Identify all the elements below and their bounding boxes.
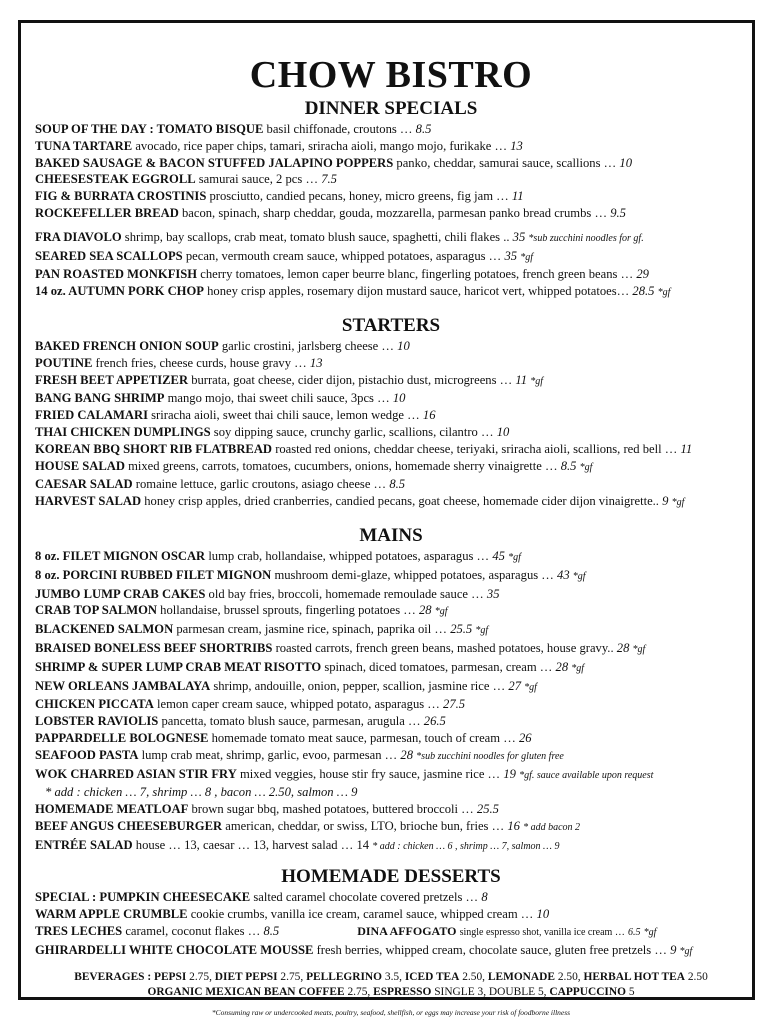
menu-item-description: homemade tomato meat sauce, parmesan, touch of cream …	[211, 730, 516, 745]
menu-item-description: honey crisp apples, dried cranberries, candied pecans, goat cheese, homemade cider dijon vinaigrette..	[144, 494, 659, 509]
menu-item-note: *gf	[657, 287, 671, 299]
menu-item-price: 11	[511, 189, 524, 204]
menu-item-price: 43	[557, 567, 570, 582]
menu-item-name: JUMBO LUMP CRAB CAKES	[35, 586, 206, 601]
menu-item-note: *gf	[679, 945, 693, 957]
menu-item-name: FRESH BEET APPETIZER	[35, 372, 189, 387]
menu-item-price: 10	[536, 907, 550, 922]
menu-item-note: *gf	[632, 643, 646, 655]
menu-item-name: 14 oz. AUTUMN PORK CHOP	[35, 284, 204, 299]
menu-item-name: SHRIMP & SUPER LUMP CRAB MEAT RISOTTO	[35, 659, 322, 674]
menu-item	[35, 155, 747, 172]
menu-item-name: BEEF ANGUS CHEESEBURGER	[35, 818, 223, 833]
menu-item	[35, 229, 747, 248]
beverage-name: ICED TEA	[404, 970, 460, 983]
menu-item-note: *gf	[530, 375, 544, 387]
menu-item-name: BLACKENED SALMON	[35, 622, 174, 637]
menu-item-description: salted caramel chocolate covered pretzels …	[253, 890, 479, 905]
menu-item-price: 8	[481, 890, 488, 905]
beverage-price: 2.50	[687, 970, 708, 983]
section-heading-dinner-specials: DINNER SPECIALS	[304, 98, 478, 119]
menu-item-price: 28	[400, 747, 414, 762]
menu-item	[35, 730, 747, 747]
menu-item-description: hollandaise, brussel sprouts, fingerling potatoes …	[160, 603, 416, 618]
menu-item-note: *gf	[572, 570, 586, 582]
menu-item-note: *gf	[571, 662, 585, 674]
menu-item-price: 29	[636, 267, 649, 282]
menu-item-description: bacon, spinach, sharp cheddar, gouda, mozzarella, parmesan panko bread crumbs …	[181, 205, 608, 220]
menu-item	[35, 906, 747, 923]
menu-item-description: mixed veggies, house stir fry sauce, jasmine rice …	[239, 766, 501, 781]
menu-item	[35, 548, 747, 567]
menu-item-price: 19	[503, 766, 516, 781]
beverages-block	[35, 970, 747, 1001]
menu-item	[35, 424, 747, 441]
menu-item	[35, 602, 747, 621]
menu-item	[35, 659, 747, 678]
beverage-name: HERBAL HOT TEA	[583, 970, 685, 983]
section-heading-desserts: HOMEMADE DESSERTS	[281, 866, 501, 888]
foodborne-disclaimer: *Consuming raw or undercooked meats, poultry, seafood, shellfish, or eggs may increase your risk of foodborne illness	[211, 1007, 571, 1017]
menu-item-description: samurai sauce, 2 pcs …	[198, 172, 319, 187]
menu-item-description: mixed greens, carrots, tomatoes, cucumbers, onions, homemade sherry vinaigrette …	[128, 458, 558, 473]
menu-item-description: shrimp, bay scallops, crab meat, tomato blush sauce, spaghetti, chili flakes ..	[124, 229, 510, 244]
menu-item-description: avocado, rice paper chips, tamari, sriracha aioli, mango mojo, furikake …	[135, 138, 508, 153]
menu-item	[35, 640, 747, 659]
menu-item	[35, 818, 747, 837]
menu-item-description: prosciutto, candied pecans, honey, micro greens, fig jam …	[209, 189, 509, 204]
menu-item-description: brown sugar bbq, mashed potatoes, buttered broccoli …	[191, 802, 474, 817]
menu-item	[35, 390, 747, 407]
menu-item-description: soy dipping sauce, crunchy garlic, scallions, cilantro …	[213, 424, 494, 439]
menu-item-description: single espresso shot, vanilla ice cream …	[459, 927, 625, 939]
beverage-name: ORGANIC MEXICAN BEAN COFFEE	[147, 986, 345, 999]
menu-item	[35, 837, 747, 856]
menu-item-price: 26	[518, 730, 532, 745]
beverage-price: 2.50,	[557, 970, 581, 983]
menu-item-name: ROCKEFELLER BREAD	[35, 205, 179, 220]
menu-item-price: 13	[510, 138, 523, 153]
menu-item-name: NEW ORLEANS JAMBALAYA	[35, 678, 211, 693]
menu-item-price: 35	[512, 229, 526, 244]
mains-list	[35, 548, 747, 784]
menu-item-description: fresh berries, whipped cream, chocolate sauce, gluten free pretzels …	[316, 942, 667, 957]
menu-item	[35, 138, 747, 155]
beverage-name: CAPPUCCINO	[549, 986, 626, 999]
menu-item-price: 26.5	[423, 714, 446, 729]
menu-item-name: CRAB TOP SALMON	[35, 603, 157, 618]
menu-item-description: lump crab meat, shrimp, garlic, evoo, parmesan …	[141, 747, 398, 762]
menu-item-description: panko, cheddar, samurai sauce, scallions …	[396, 155, 617, 170]
menu-item-price: 6.5	[627, 927, 641, 939]
menu-item-price: 9.5	[610, 205, 626, 220]
menu-item-note: *gf	[520, 251, 533, 263]
beverage-name: LEMONADE	[487, 970, 555, 983]
menu-item-name: LOBSTER RAVIOLIS	[35, 714, 159, 729]
menu-item-price: 10	[397, 338, 410, 353]
starters-list	[35, 338, 747, 512]
menu-item-name: SEAFOOD PASTA	[35, 747, 139, 762]
menu-item-price: 28.5	[632, 284, 655, 299]
menu-item-note: *gf	[524, 681, 537, 693]
menu-item-price: 27	[508, 678, 521, 693]
menu-item	[35, 283, 747, 302]
menu-item-name: GHIRARDELLI WHITE CHOCOLATE MOUSSE	[35, 942, 314, 957]
menu-item-note: *gf. sauce available upon request	[519, 769, 654, 781]
menu-item	[35, 696, 747, 713]
menu-item-name: BANG BANG SHRIMP	[35, 391, 165, 406]
beverages-line-2	[35, 985, 747, 1001]
menu-item	[35, 586, 747, 603]
menu-item	[35, 188, 747, 205]
desserts-list	[35, 889, 747, 960]
menu-item-price: 11	[515, 372, 528, 387]
menu-item	[35, 248, 747, 267]
menu-item-name: TUNA TARTARE	[35, 138, 133, 153]
menu-item-description: mango mojo, thai sweet chili sauce, 3pcs …	[167, 391, 390, 406]
menu-item-note: * add bacon 2	[523, 821, 581, 833]
menu-item-name: DINA AFFOGATO	[357, 924, 457, 939]
menu-item-description: old bay fries, broccoli, homemade remoulade sauce …	[208, 586, 484, 601]
menu-item-price: 28	[616, 640, 630, 655]
menu-item-note: *sub zucchini noodles for gf.	[528, 232, 644, 244]
menu-item-price: 11	[680, 441, 693, 456]
menu-item-name: THAI CHICKEN DUMPLINGS	[35, 424, 211, 439]
menu-item-description: honey crisp apples, rosemary dijon mustard sauce, haricot vert, whipped potatoes…	[207, 284, 630, 299]
menu-item	[35, 493, 747, 512]
menu-item-name: PAN ROASTED MONKFISH	[35, 267, 198, 282]
menu-item-price: 25.5	[450, 622, 473, 637]
menu-item-price: 8.5	[389, 477, 406, 492]
mains-list-2	[35, 801, 747, 855]
menu-item-description: french fries, cheese curds, house gravy …	[95, 355, 307, 370]
menu-item-note: *sub zucchini noodles for gluten free	[416, 750, 564, 762]
menu-border	[18, 20, 755, 1017]
menu-item-description: lump crab, hollandaise, whipped potatoes, asparagus …	[208, 548, 490, 563]
menu-item	[35, 205, 747, 222]
menu-item-name: TRES LECHES	[35, 924, 123, 939]
menu-item	[35, 266, 747, 283]
beverage-price: 3.5,	[384, 970, 402, 983]
menu-item	[35, 621, 747, 640]
menu-item	[35, 372, 747, 391]
menu-item-note: *gf	[579, 461, 593, 473]
menu-item-description: mushroom demi-glaze, whipped potatoes, asparagus …	[274, 567, 554, 582]
menu-item-name: FRIED CALAMARI	[35, 408, 148, 423]
menu-item-description: pancetta, tomato blush sauce, parmesan, arugula …	[161, 714, 421, 729]
menu-item-name: PAPPARDELLE BOLOGNESE	[35, 730, 209, 745]
menu-item-note: *gf	[671, 497, 685, 509]
menu-item	[35, 171, 747, 188]
menu-item	[35, 476, 747, 493]
menu-item-name: POUTINE	[35, 355, 93, 370]
menu-item-name: WARM APPLE CRUMBLE	[35, 907, 188, 922]
beverage-name: PEPSI	[154, 970, 187, 983]
beverages-label: BEVERAGES :	[74, 970, 152, 983]
menu-item-description: basil chiffonade, croutons …	[266, 122, 413, 136]
menu-item-note: *gf	[475, 625, 489, 637]
menu-item-note: *gf	[434, 606, 448, 618]
dinner-specials-list-2	[35, 229, 747, 302]
section-heading-starters: STARTERS	[341, 314, 441, 336]
menu-item-price: 16	[507, 818, 520, 833]
menu-item-name: WOK CHARRED ASIAN STIR FRY	[35, 766, 237, 781]
menu-item-description: parmesan cream, jasmine rice, spinach, paprika oil …	[176, 622, 448, 637]
menu-item-price: 10	[619, 155, 632, 170]
menu-item	[35, 923, 747, 942]
menu-item-price: 9	[662, 494, 669, 509]
menu-item-description: roasted carrots, french green beans, mashed potatoes, house gravy..	[275, 640, 614, 655]
menu-item-price: 25.5	[476, 802, 499, 817]
menu-item-description: sriracha aioli, sweet thai chili sauce, lemon wedge …	[151, 408, 420, 423]
beverages-line-1	[35, 970, 747, 986]
menu-item-name: FRA DIAVOLO	[35, 229, 122, 244]
menu-item-name: HOMEMADE MEATLOAF	[35, 802, 189, 817]
menu-item-price: 10	[496, 424, 510, 439]
menu-item-name: CHEESESTEAK EGGROLL	[35, 172, 196, 187]
menu-item-note: * add : chicken … 6 , shrimp … 7, salmon … 9	[372, 840, 560, 852]
menu-item-name: SOUP OF THE DAY : TOMATO BISQUE	[35, 122, 264, 136]
menu-item-name: CAESAR SALAD	[35, 477, 133, 492]
section-heading-mains: MAINS	[359, 524, 423, 546]
menu-item-name: BAKED SAUSAGE & BACON STUFFED JALAPINO POPPERS	[35, 155, 394, 170]
beverage-name: ESPRESSO	[373, 986, 432, 999]
stir-fry-addons-text: * add : chicken … 7, shrimp … 8 , bacon … 2.50, salmon … 9	[45, 785, 358, 800]
beverage-name: PELLEGRINO	[306, 970, 383, 983]
menu-item	[35, 441, 747, 458]
menu-item	[35, 355, 747, 372]
beverage-name: DIET PEPSI	[214, 970, 278, 983]
beverage-price: 2.50,	[462, 970, 486, 983]
menu-item	[35, 747, 747, 766]
menu-item-price: 45	[492, 548, 505, 563]
menu-item-name: SPECIAL : PUMPKIN CHEESECAKE	[35, 890, 251, 905]
beverage-price: 5	[628, 986, 635, 999]
menu-item-price: 10	[392, 391, 406, 406]
menu-item-name: CHICKEN PICCATA	[35, 697, 154, 712]
beverage-price: 2.75,	[280, 970, 304, 983]
menu-item-description: caramel, coconut flakes …	[125, 924, 261, 939]
dinner-specials-list	[35, 121, 747, 222]
menu-item-price: 27.5	[443, 697, 466, 712]
menu-item-description: romaine lettuce, garlic croutons, asiago cheese …	[135, 477, 387, 492]
menu-item-name: 8 oz. FILET MIGNON OSCAR	[35, 548, 206, 563]
menu-item-note: *gf	[643, 927, 657, 939]
menu-item	[35, 567, 747, 586]
menu-item-price: 28	[419, 603, 432, 618]
menu-content	[35, 53, 747, 1017]
menu-item-description: american, cheddar, or swiss, LTO, brioche bun, fries …	[225, 818, 505, 833]
restaurant-name: CHOW BISTRO	[249, 54, 533, 96]
menu-item	[35, 678, 747, 697]
menu-item-price: 8.5	[263, 924, 280, 939]
menu-item-note: *gf	[508, 551, 521, 563]
beverage-price: SINGLE 3, DOUBLE 5,	[434, 986, 547, 999]
menu-item-name: FIG & BURRATA CROSTINIS	[35, 189, 207, 204]
menu-item-price: 28	[555, 659, 569, 674]
menu-item-name: HOUSE SALAD	[35, 458, 125, 473]
menu-item	[35, 942, 747, 961]
menu-item	[35, 889, 747, 906]
menu-item-name: 8 oz. PORCINI RUBBED FILET MIGNON	[35, 567, 272, 582]
menu-item-description: lemon caper cream sauce, whipped potato, asparagus …	[156, 697, 440, 712]
menu-item-price: 35	[504, 248, 518, 263]
spacer	[35, 222, 747, 229]
menu-item-price: 8.5	[560, 458, 577, 473]
menu-item-name: BAKED FRENCH ONION SOUP	[35, 338, 219, 353]
beverage-price: 2.75,	[347, 986, 371, 999]
menu-item	[35, 458, 747, 477]
menu-item-price: 35	[486, 586, 500, 601]
menu-item-price: 8.5	[415, 122, 432, 136]
menu-item-price: 16	[422, 408, 436, 423]
menu-item	[35, 338, 747, 355]
menu-item-name: SEARED SEA SCALLOPS	[35, 248, 183, 263]
menu-item	[35, 713, 747, 730]
menu-item-description: shrimp, andouille, onion, pepper, scallion, jasmine rice …	[213, 678, 506, 693]
menu-item	[35, 121, 747, 138]
menu-item-description: spinach, diced tomatoes, parmesan, cream …	[324, 659, 553, 674]
menu-item-description: cookie crumbs, vanilla ice cream, caramel sauce, whipped cream …	[190, 907, 534, 922]
menu-item-name: HARVEST SALAD	[35, 494, 142, 509]
menu-item-name: KOREAN BBQ SHORT RIB FLATBREAD	[35, 441, 273, 456]
menu-item-name: BRAISED BONELESS BEEF SHORTRIBS	[35, 640, 273, 655]
menu-item-description: roasted red onions, cheddar cheese, teriyaki, sriracha aioli, scallions, red bell …	[275, 441, 678, 456]
menu-item-description: cherry tomatoes, lemon caper beurre blanc, fingerling potatoes, french green beans …	[200, 267, 634, 282]
menu-item-description: garlic crostini, jarlsberg cheese …	[221, 338, 395, 353]
menu-item	[35, 766, 747, 785]
stir-fry-addons	[35, 784, 747, 801]
menu-item-price: 9	[670, 942, 677, 957]
menu-item-price: 7.5	[321, 172, 337, 187]
menu-item-price: 13	[309, 355, 323, 370]
menu-item-description: house … 13, caesar … 13, harvest salad … 14	[135, 837, 370, 852]
menu-item-description: burrata, goat cheese, cider dijon, pistachio dust, microgreens …	[191, 372, 513, 387]
menu-item-description: pecan, vermouth cream sauce, whipped potatoes, asparagus …	[185, 248, 502, 263]
menu-item	[35, 407, 747, 424]
menu-item-name: ENTRÉE SALAD	[35, 837, 133, 852]
menu-item	[35, 801, 747, 818]
beverage-price: 2.75,	[189, 970, 212, 983]
